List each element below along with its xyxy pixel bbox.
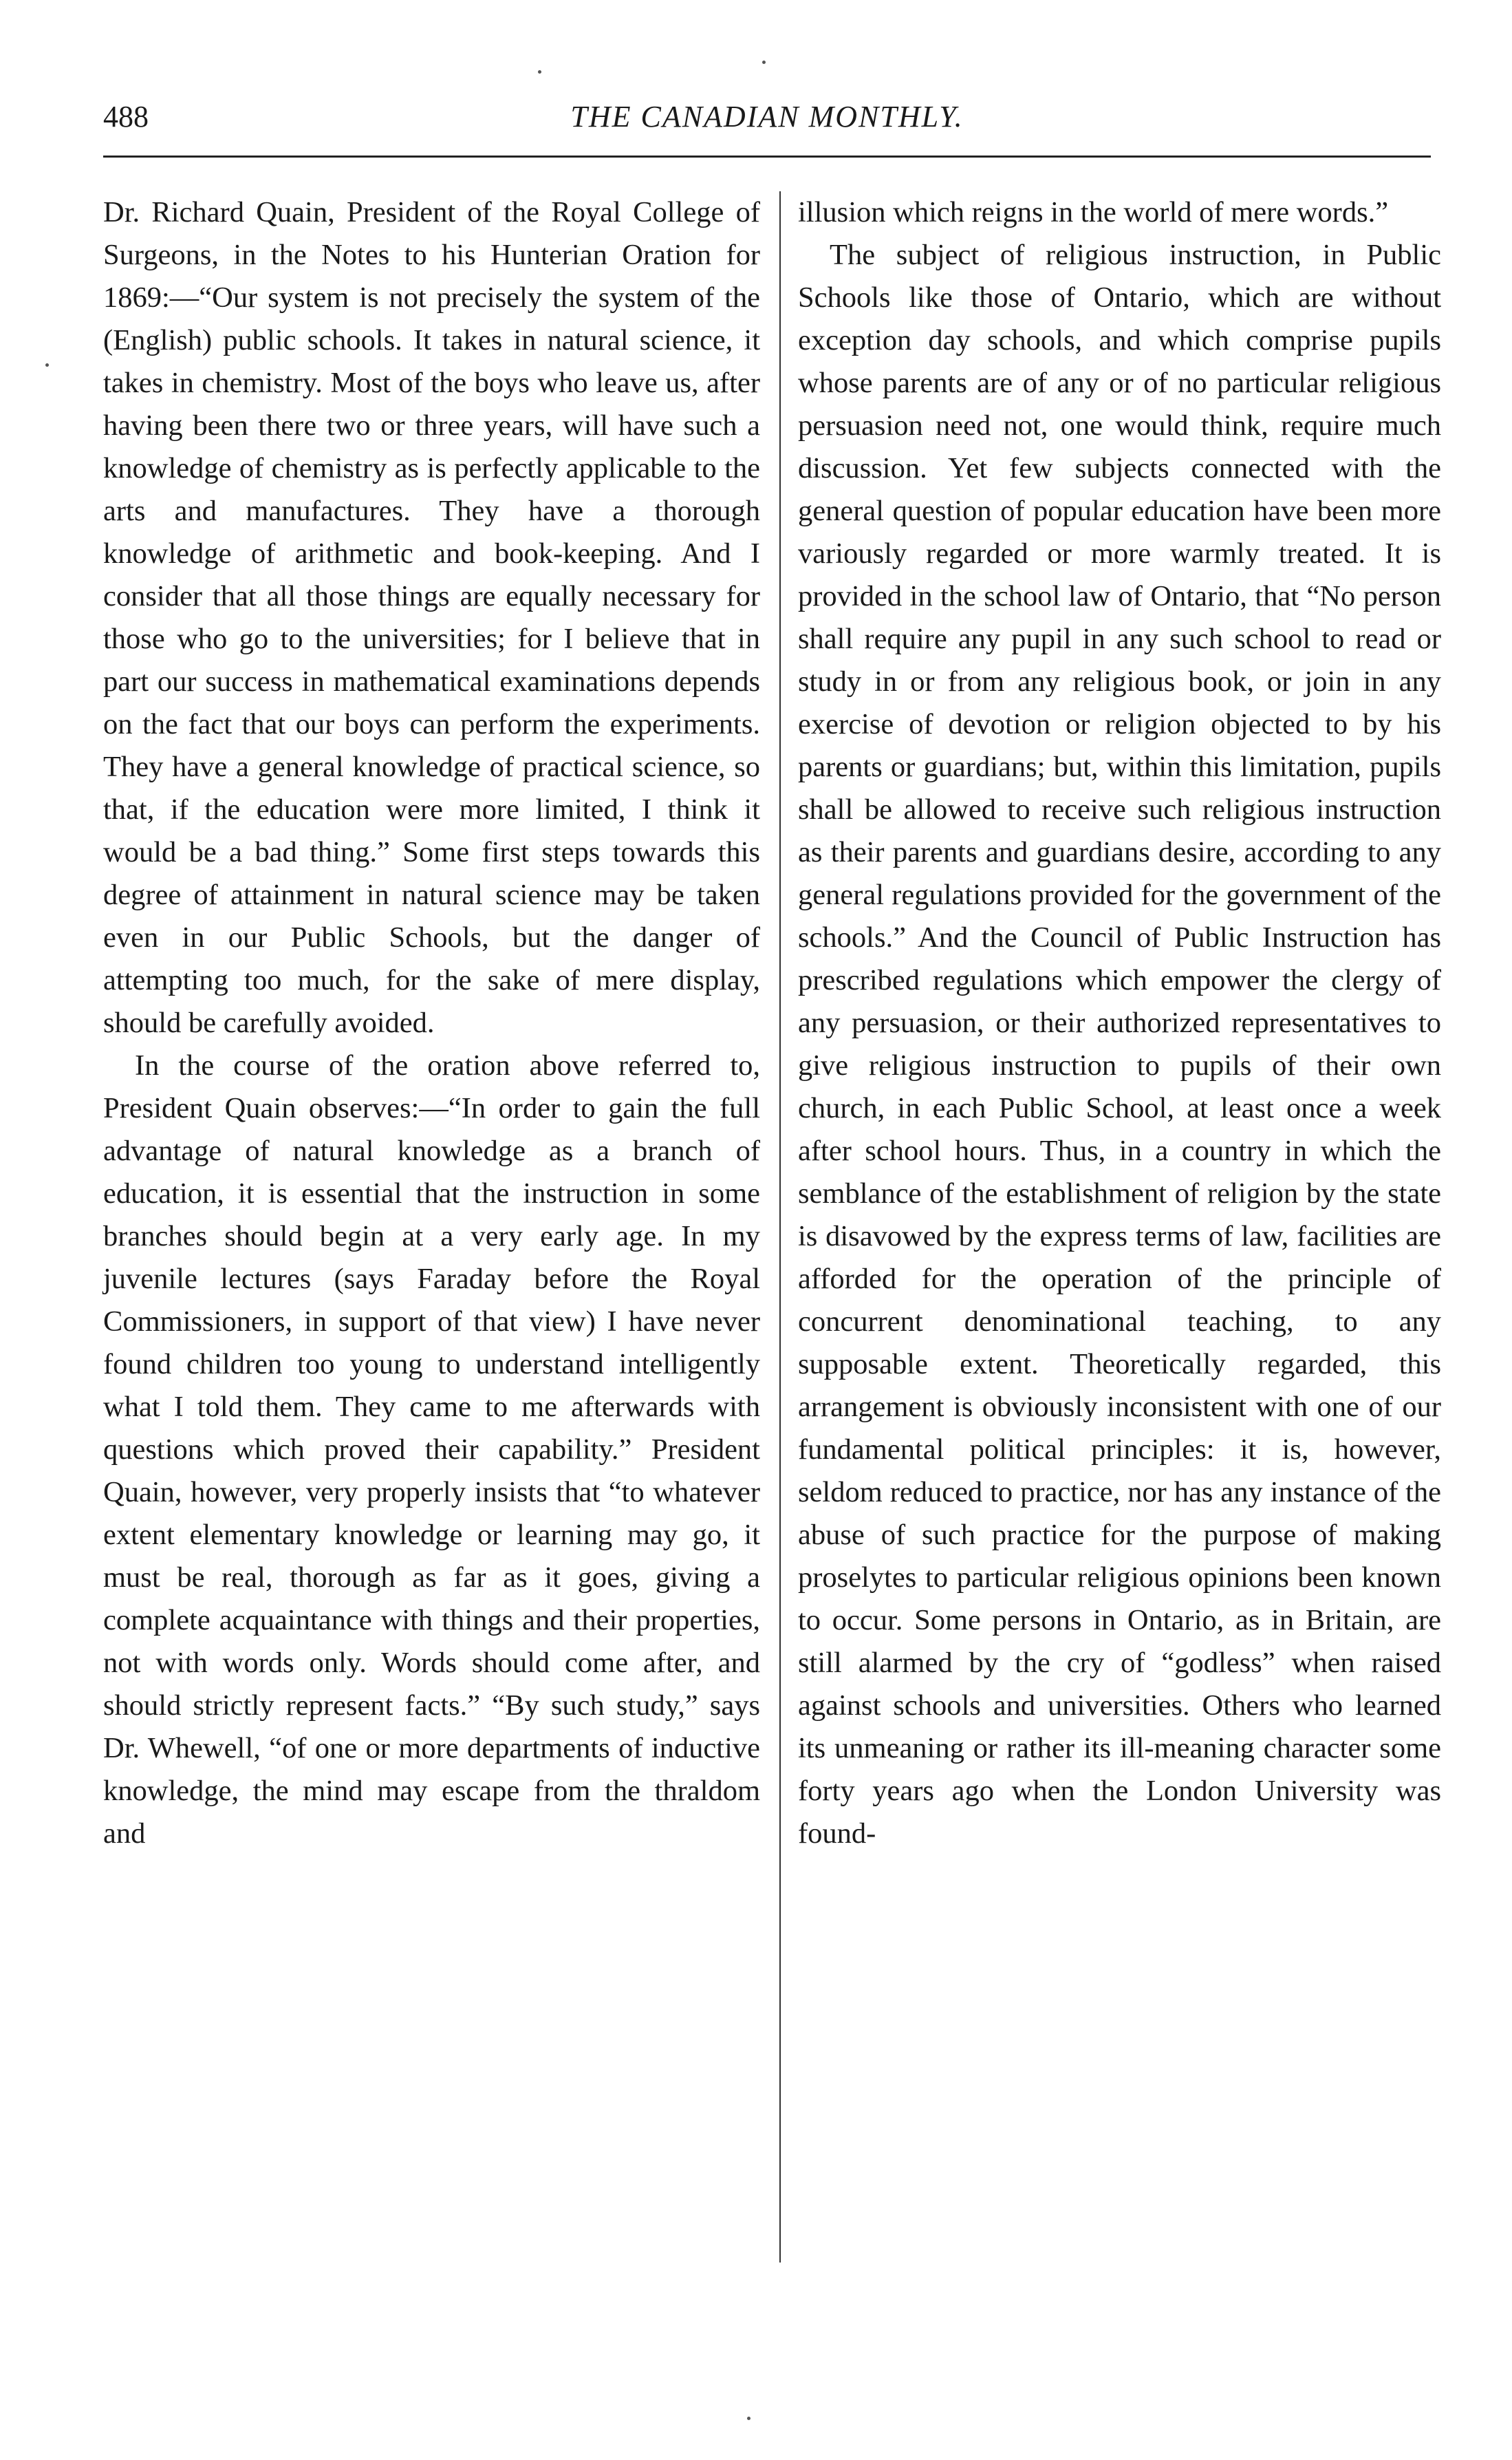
column-divider [779, 191, 781, 2263]
page-number: 488 [103, 100, 149, 133]
right-paragraph-1: illusion which reigns in the world of mere words.” [798, 196, 1389, 228]
scan-speck [538, 70, 541, 74]
header-rule [103, 156, 1431, 158]
left-paragraph-1: Dr. Richard Quain, President of the Royal College of Surgeons, in the Notes to his Hunterian Oration for 1869:—“Our system is not precisely the system of the (English) public schools. It takes in natural science, it takes in chemistry. Most of the boys who leave us, after having been there two or three years, will have such a knowledge of chemistry as is perfectly applicable to the arts and manufactures. They have a thorough knowledge of arithmetic and book-keeping. And I consider that all those things are equally necessary for those who go to the universities; for I believe that in part our success in mathematical examinations depends on the fact that our boys can perform the experiments. They have a general knowledge of practical science, so that, if the education were more limited, I think it would be a bad thing.” Some first steps towards this degree of attainment in natural science may be taken even in our Public Schools, but the danger of attempting too much, for the sake of mere display, should be carefully avoided. [103, 196, 760, 1039]
page-header [103, 96, 1431, 138]
scan-speck [762, 61, 766, 64]
left-column [103, 191, 760, 1855]
right-paragraph-2: The subject of religious instruction, in Public Schools like those of Ontario, which are without exception day schools, and which comprise pupils whose parents are of any or of no particular religious persuasion need not, one would think, require much discussion. Yet few subjects connected with the general question of popular education have been more variously regarded or more warmly treated. It is provided in the school law of Ontario, that “No person shall require any pupil in any such school to read or study in or from any religious book, or join in any exercise of devotion or religion objected to by his parents or guardians; but, within this limitation, pupils shall be allowed to receive such religious instruction as their parents and guardians desire, according to any general regulations provided for the government of the schools.” And the Council of Public Instruction has prescribed regulations which empower the clergy of any persuasion, or their authorized representatives to give religious instruction to pupils of their own church, in each Public School, at least once a week after school hours. Thus, in a country in which the semblance of the establishment of religion by the state is disavowed by the express terms of law, facilities are afforded for the operation of the principle of concurrent denominational teaching, to any supposable extent. Theoretically regarded, this arrangement is obviously inconsistent with one of our fundamental political principles: it is, however, seldom reduced to practice, nor has any instance of the abuse of such practice for the purpose of making proselytes to particular religious opinions been known to occur. Some persons in Ontario, as in Britain, are still alarmed by the cry of “godless” when raised against schools and universities. Others who learned its unmeaning or rather its ill-meaning character some forty years ago when the London University was found- [798, 239, 1441, 1850]
running-title: THE CANADIAN MONTHLY. [570, 100, 964, 133]
scan-speck [45, 363, 49, 367]
right-column [798, 191, 1441, 1855]
left-paragraph-2: In the course of the oration above referred to, President Quain observes:—“In order to gain the full advantage of natural knowledge as a branch of education, it is essential that the instruction in some branches should begin at a very early age. In my juvenile lectures (says Faraday before the Royal Commissioners, in support of that view) I have never found children too young to understand intelligently what I told them. They came to me afterwards with questions which proved their capability.” President Quain, however, very properly insists that “to whatever extent elementary knowledge or learning may go, it must be real, thorough as far as it goes, giving a complete acquaintance with things and their properties, not with words only. Words should come after, and should strictly represent facts.” “By such study,” says Dr. Whewell, “of one or more departments of inductive knowledge, the mind may escape from the thraldom and [103, 1049, 760, 1850]
scan-speck [747, 2417, 750, 2420]
